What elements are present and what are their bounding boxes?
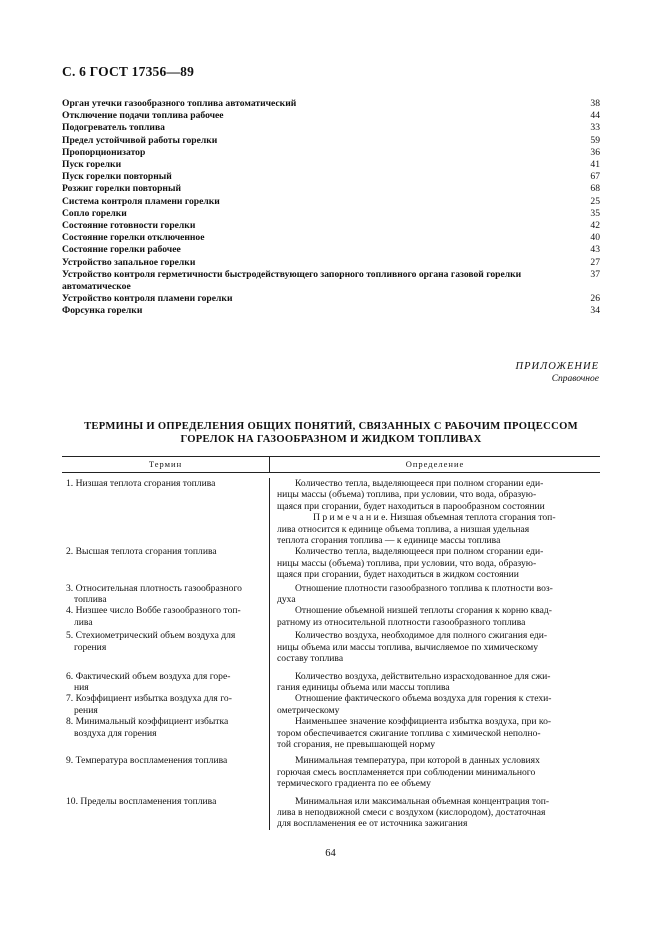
index-page: 41	[590, 159, 600, 171]
table-header	[62, 456, 600, 473]
term-text: 1. Низшая теплота сгорания топлива	[66, 478, 216, 489]
index-term: Состояние горелки рабочее	[62, 244, 181, 256]
index-term: Розжиг горелки повторный	[62, 183, 181, 195]
definition-text: Наименьшее значение коэффициента избытка воздуха, при ко-	[295, 716, 552, 728]
index-page: 38	[590, 98, 600, 109]
definition-cell	[269, 796, 600, 830]
index-page: 44	[590, 110, 600, 122]
index-entry	[62, 305, 600, 317]
page-number: 64	[325, 848, 336, 859]
definition-cell	[269, 755, 600, 789]
definition-text: щаяся при сгорании, будет находиться в парообразном состоянии	[277, 500, 545, 512]
definition-cell	[269, 630, 600, 664]
index-term: Устройство запальное горелки	[62, 256, 196, 268]
term-text: 10. Пределы воспламенения топлива	[66, 795, 217, 807]
term-text: рения	[74, 704, 98, 716]
index-page: 59	[590, 134, 600, 146]
definition-text: Количество тепла, выделяющееся при полном сгорании еди-	[295, 478, 544, 489]
index-page: 33	[590, 122, 600, 134]
index-term: Состояние готовности горелки	[62, 220, 196, 232]
index-term: Состояние горелки отключенное	[62, 232, 205, 244]
index-page: 37	[590, 268, 600, 280]
index-entry	[62, 122, 600, 134]
definition-text: Количество тепла, выделяющееся при полном сгорании еди-	[295, 546, 544, 558]
term-cell	[62, 583, 269, 606]
index-entry	[62, 147, 600, 159]
index-term: Подогреватель топлива	[62, 122, 165, 134]
definition-text: Минимальная температура, при которой в данных условиях	[295, 755, 540, 767]
definition-cell	[269, 605, 600, 628]
index-entry	[62, 293, 600, 305]
index-entry	[62, 232, 600, 244]
definition-text: Количество воздуха, действительно израсходованное для сжи-	[295, 670, 551, 682]
index-entry	[62, 244, 600, 256]
definition-text: составу топлива	[277, 653, 344, 665]
index-entry	[62, 220, 600, 232]
definition-text: ратному из относительной плотности газообразного топлива	[277, 616, 526, 628]
table-row	[62, 716, 600, 750]
table-row	[62, 583, 600, 606]
term-text: 7. Коэффициент избытка воздуха для го-	[66, 693, 232, 705]
definition-text: термического градиента по ее объему	[277, 778, 431, 790]
term-text: топлива	[74, 594, 107, 606]
term-text: лива	[74, 616, 93, 628]
definition-text: Отношение фактического объема воздуха для горения к стехи-	[295, 693, 552, 705]
term-cell	[62, 605, 269, 628]
definition-text: Отношение объемной низшей теплоты сгорания к корню квад-	[295, 605, 552, 617]
index-entry	[62, 257, 600, 269]
term-text: 8. Минимальный коэффициент избытка	[66, 716, 229, 728]
page-header: С. 6 ГОСТ 17356—89	[62, 64, 195, 79]
index-term: Пропорционизатор	[62, 146, 146, 158]
definition-text: ницы массы (объема) топлива, при условии, что вода, образую-	[277, 557, 537, 569]
section-title-line: ТЕРМИНЫ И ОПРЕДЕЛЕНИЯ ОБЩИХ ПОНЯТИЙ, СВЯЗАННЫХ С РАБОЧИМ ПРОЦЕССОМ	[84, 421, 578, 432]
term-text: 9. Температура воспламенения топлива	[66, 755, 228, 767]
definition-text: для воспламенения ее от источника зажигания	[277, 818, 468, 830]
term-cell	[62, 755, 269, 789]
index-entry	[62, 135, 600, 147]
index-entry	[62, 110, 600, 122]
term-text: 6. Фактический объем воздуха для горе-	[66, 670, 231, 682]
index-term: Пуск горелки повторный	[62, 171, 172, 183]
definition-text: Отношение плотности газообразного топлива к плотности воз-	[295, 582, 553, 594]
index-page: 67	[590, 171, 600, 183]
index-page: 36	[590, 146, 600, 158]
index-page: 40	[590, 232, 600, 244]
term-cell	[62, 546, 269, 580]
table-row	[62, 546, 600, 580]
definition-cell	[269, 478, 600, 546]
definition-cell	[269, 716, 600, 750]
note-text: П р и м е ч а н и е. Низшая объемная теплота сгорания топ-	[313, 512, 556, 524]
definition-text: ометрическому	[277, 704, 340, 716]
index-entry	[62, 196, 600, 208]
index-term: Отключение подачи топлива рабочее	[62, 110, 224, 122]
index-term: Система контроля пламени горелки	[62, 195, 220, 207]
term-cell	[62, 671, 269, 694]
header-term: Термин	[148, 459, 183, 469]
table-row	[62, 796, 600, 830]
definition-cell	[269, 583, 600, 606]
header-definition: Определение	[269, 457, 600, 472]
index-page: 68	[590, 183, 600, 195]
index-entry	[62, 171, 600, 183]
index-entry	[62, 98, 600, 110]
table-row	[62, 693, 600, 716]
column-divider	[269, 478, 270, 830]
appendix-label	[516, 360, 600, 386]
index-page: 35	[590, 207, 600, 219]
definition-text: гания единицы объема или массы топлива	[277, 681, 450, 693]
term-cell	[62, 693, 269, 716]
term-text: 5. Стехиометрический объем воздуха для	[66, 630, 236, 642]
term-text: воздуха для горения	[74, 727, 157, 739]
table-row	[62, 630, 600, 664]
definition-cell	[269, 546, 600, 580]
index-term: Пуск горелки	[62, 159, 122, 171]
index-term: Орган утечки газообразного топлива автоматический	[62, 98, 297, 109]
term-cell	[62, 478, 269, 546]
table-row	[62, 755, 600, 789]
term-cell	[62, 796, 269, 830]
index-entry	[62, 183, 600, 195]
index-term: Предел устойчивой работы горелки	[62, 134, 218, 146]
appendix-title: ПРИЛОЖЕНИЕ	[515, 361, 599, 372]
section-title-line: ГОРЕЛОК НА ГАЗООБРАЗНОМ И ЖИДКОМ ТОПЛИВАХ	[180, 434, 482, 445]
index-term: Устройство контроля герметичности быстродействующего запорного топливного органа газовой горелки автоматическое	[62, 268, 522, 293]
definition-text: ницы объема или массы топлива, вычисляемое по химическому	[277, 641, 539, 653]
index-entry	[62, 269, 600, 293]
table-body	[62, 478, 600, 830]
appendix-subtitle: Справочное	[551, 374, 599, 384]
index-term: Устройство контроля пламени горелки	[62, 293, 233, 305]
term-cell	[62, 630, 269, 664]
note-text: теплота сгорания топлива — к единице массы топлива	[277, 535, 501, 547]
index-page: 42	[590, 220, 600, 232]
definition-text: тором обеспечивается сжигание топлива с химической неполно-	[277, 727, 541, 739]
definition-text: Количество воздуха, необходимое для полного сжигания еди-	[295, 630, 548, 642]
index-page: 43	[590, 244, 600, 256]
note-text: лива относится к единице объема топлива, а низшая удельная	[277, 523, 530, 535]
table-row	[62, 671, 600, 694]
index-page: 26	[590, 293, 600, 305]
definition-text: Минимальная или максимальная объемная концентрация топ-	[295, 795, 550, 807]
index-entry	[62, 159, 600, 171]
index-entry	[62, 208, 600, 220]
terms-table	[62, 456, 600, 830]
term-text: 3. Относительная плотность газообразного	[66, 582, 242, 594]
index-page: 34	[590, 305, 600, 317]
definition-text: щаяся при сгорании, будет находиться в жидком состоянии	[277, 569, 519, 581]
index-term: Сопло горелки	[62, 207, 127, 219]
definition-text: горючая смесь воспламеняется при соблюдении минимального	[277, 766, 536, 778]
section-title	[62, 420, 600, 446]
term-text: 4. Низшее число Воббе газообразного топ-	[66, 605, 241, 617]
term-text: 2. Высшая теплота сгорания топлива	[66, 546, 217, 558]
term-cell	[62, 716, 269, 750]
term-index-list	[62, 98, 600, 318]
definition-text: ницы массы (объема) топлива, при условии, что вода, образую-	[277, 489, 537, 501]
definition-cell	[269, 693, 600, 716]
table-row	[62, 478, 600, 546]
definition-text: духа	[277, 594, 296, 606]
term-text: горения	[74, 641, 107, 653]
definition-cell	[269, 671, 600, 694]
index-page: 27	[590, 256, 600, 268]
definition-text: той сгорания, не превышающей норму	[277, 738, 436, 750]
index-term: Форсунка горелки	[62, 305, 143, 317]
table-row	[62, 605, 600, 628]
index-page: 25	[590, 195, 600, 207]
term-text: ния	[74, 681, 89, 693]
definition-text: лива в неподвижной смеси с воздухом (кислородом), достаточная	[277, 806, 546, 818]
